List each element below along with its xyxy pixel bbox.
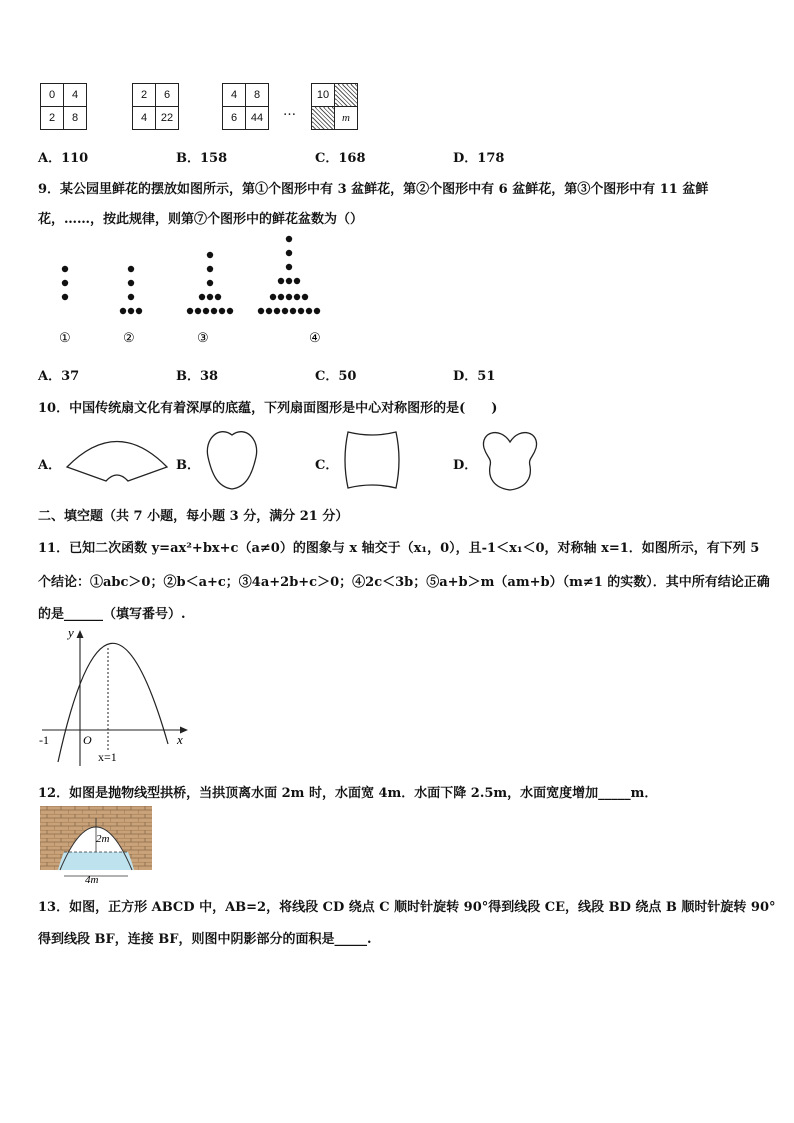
height-label: 2m: [96, 833, 110, 845]
grid-1-cell-a: 0: [41, 84, 64, 107]
grid-3: [222, 83, 269, 130]
figure-label-3: ③: [197, 330, 209, 345]
origin-label: O: [83, 733, 92, 747]
q9-option-b: B．38: [176, 369, 219, 384]
q9-option-c: C．50: [315, 369, 357, 384]
grid-3-cell-d: 44: [246, 107, 269, 130]
grid-4-cell-a: 10: [312, 84, 335, 107]
grid-2-cell-c: 4: [133, 107, 156, 130]
section-2-title: 二、填空题（共 7 小题，每小题 3 分，满分 21 分）: [38, 509, 349, 524]
q10-option-b: B．: [176, 458, 200, 473]
figure-label-1: ①: [59, 330, 71, 345]
q8-option-c: C．168: [315, 151, 366, 166]
width-label: 4m: [85, 874, 99, 884]
grid-1-cell-d: 8: [64, 107, 87, 130]
figure-label-4: ④: [309, 330, 321, 345]
grid-3-cell-b: 8: [246, 84, 269, 107]
flower-figure-1: [62, 266, 68, 300]
grid-2: [132, 83, 179, 130]
x-axis-label: x: [177, 732, 183, 747]
grid-ellipsis: …: [283, 104, 296, 119]
fan-shape-c: [340, 428, 404, 494]
neg-one-label: -1: [39, 733, 49, 747]
q11-line3: 的是______（填写番号）.: [38, 607, 186, 622]
y-axis-arrow-icon: [77, 630, 84, 638]
grid-3-cell-a: 4: [223, 84, 246, 107]
flower-figure-3: [187, 252, 233, 314]
grid-2-cell-d: 22: [156, 107, 179, 130]
q8-option-b: B．158: [176, 151, 228, 166]
q9-option-d: D．51: [453, 369, 496, 384]
parabola-graph: [36, 622, 196, 770]
grid-4-hatched-cell-2: [312, 107, 335, 130]
grid-2-cell-a: 2: [133, 84, 156, 107]
q13-line2: 得到线段 BF，连接 BF，则图中阴影部分的面积是_____.: [38, 932, 372, 947]
water: [58, 852, 134, 870]
grid-4-hatched-cell: [335, 84, 358, 107]
y-axis-label: y: [68, 625, 74, 640]
grid-2-cell-b: 6: [156, 84, 179, 107]
fan-shape-b: [200, 427, 264, 493]
q10-text: 10．中国传统扇文化有着深厚的底蕴，下列扇面图形是中心对称图形的是( ): [38, 401, 498, 416]
fan-shape-d: [478, 428, 542, 494]
grid-1-cell-c: 2: [41, 107, 64, 130]
grid-4: [311, 83, 358, 130]
q11-line1: 11．已知二次函数 y=ax²+bx+c（a≠0）的图象与 x 轴交于（x₁，0），且-1＜x₁＜0，对称轴 x=1．如图所示，有下列 5: [38, 541, 760, 556]
q8-option-d: D．178: [453, 151, 505, 166]
q10-option-d: D．: [453, 458, 478, 473]
grid-4-cell-d: m: [335, 107, 358, 130]
q12-text: 12．如图是抛物线型拱桥，当拱顶离水面 2m 时，水面宽 4m．水面下降 2.5m，水面宽度增加_____m．: [38, 786, 658, 801]
q9-line2: 花，……，按此规律，则第⑦个图形中的鲜花盆数为（）: [38, 212, 364, 227]
q9-option-a: A．37: [38, 369, 80, 384]
figure-label-2: ②: [123, 330, 135, 345]
flower-figure-2: [120, 266, 142, 314]
flower-pattern-figure: [40, 230, 360, 350]
flower-figure-4: [258, 236, 320, 314]
parabola-curve: [58, 643, 168, 762]
q10-option-c: C．: [315, 458, 339, 473]
q8-option-a: A．110: [38, 151, 89, 166]
symmetry-axis-label: x=1: [98, 750, 117, 764]
grid-1-cell-b: 4: [64, 84, 87, 107]
q13-line1: 13．如图，正方形 ABCD 中，AB=2，将线段 CD 绕点 C 顺时针旋转 90°得到线段 CE，线段 BD 绕点 B 顺时针旋转 90°: [38, 900, 776, 915]
q11-line2: 个结论：①abc＞0；②b＜a+c；③4a+2b+c＞0；④2c＜3b；⑤a+b＞m（am+b）（m≠1 的实数）．其中所有结论正确: [38, 575, 770, 590]
grid-3-cell-c: 6: [223, 107, 246, 130]
fan-shape-a: [62, 424, 172, 486]
q10-option-a: A．: [38, 458, 62, 473]
arch-bridge-figure: [40, 806, 152, 884]
grid-1: [40, 83, 87, 130]
q9-line1: 9．某公园里鲜花的摆放如图所示，第①个图形中有 3 盆鲜花，第②个图形中有 6 盆鲜花，第③个图形中有 11 盆鲜: [38, 182, 709, 197]
